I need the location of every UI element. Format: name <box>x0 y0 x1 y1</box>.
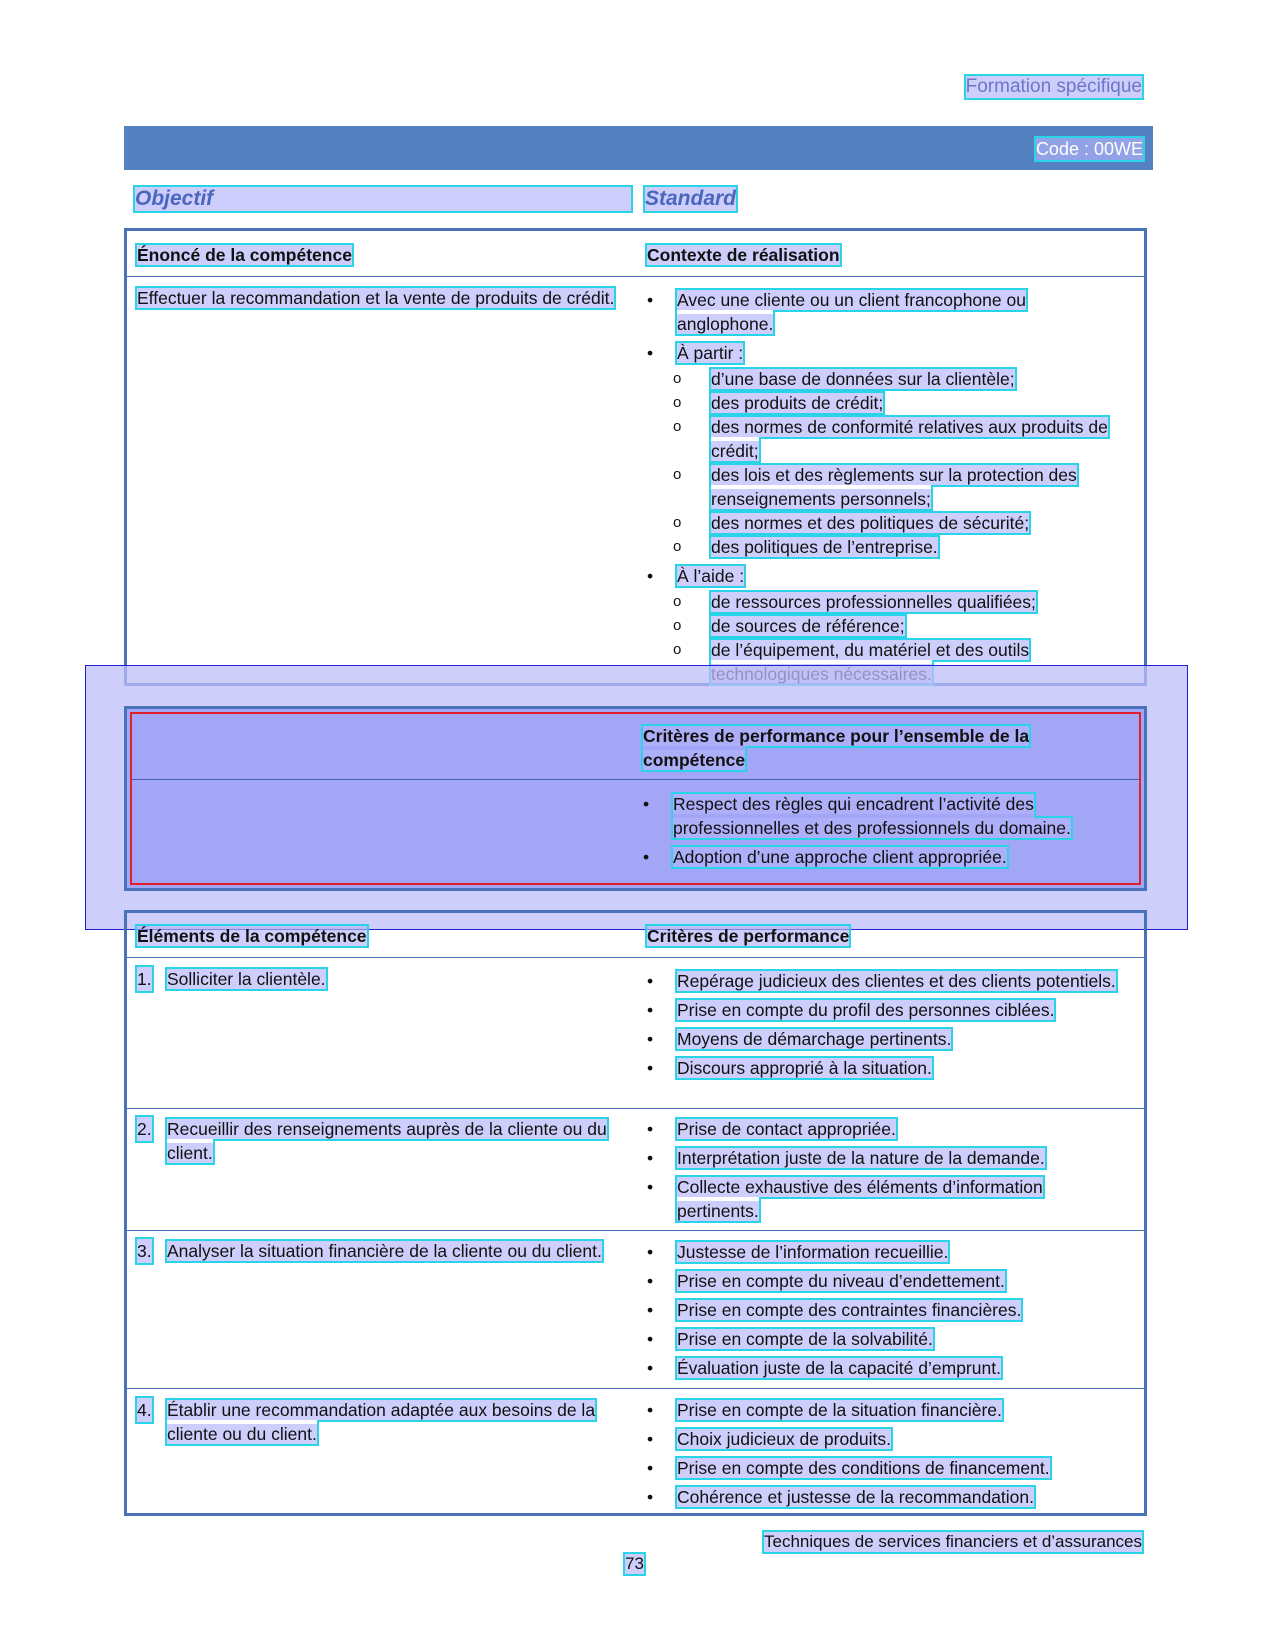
table-row: 2. Recueillir des renseignements auprès de la cliente ou du client. • Prise de contact appropriée. • Interprétation juste de la nature de la demande. • Collecte exhaustive des éléments d’information pertinents. <box>127 1108 1144 1230</box>
list-item: • Interprétation juste de la nature de la demande. <box>647 1146 1117 1170</box>
list-item: • Choix judicieux de produits. <box>647 1427 1117 1451</box>
criteres-ensemble-header: Critères de performance pour l’ensemble de la compétence <box>643 726 1030 770</box>
list-item: • Avec une cliente ou un client francophone ou anglophone. <box>647 288 1117 336</box>
list-item: o des normes de conformité relatives aux produits de crédit; <box>647 415 1117 463</box>
list-item: • À l’aide : o de ressources professionnelles qualifiées; o de sources de référence; o de l’équipement, du matériel et des outils <box>647 564 1117 686</box>
divider <box>132 779 1139 780</box>
list-item: o des lois et des règlements sur la protection des renseignements personnels; <box>647 463 1117 511</box>
elements-table <box>124 910 1147 1516</box>
list-item: • Prise en compte de la solvabilité. <box>647 1327 1117 1351</box>
criteres-ensemble-list <box>643 792 1093 869</box>
sublist <box>677 367 1117 559</box>
list-item: • Prise de contact appropriée. <box>647 1117 1117 1141</box>
list-item: • Cohérence et justesse de la recommandation. <box>647 1485 1117 1509</box>
table-row: 1. Solliciter la clientèle. • Repérage judicieux des clientes et des clients potentiels. • Prise en compte du profil des personnes ciblées. • Moyens de démarchage pertinents. • Discours approprié à la situation. <box>127 957 1144 1108</box>
criteres-list <box>647 1117 1117 1223</box>
criteres-header: Critères de performance <box>647 926 850 946</box>
list-item: • Prise en compte de la situation financière. <box>647 1398 1117 1422</box>
criteres-ensemble-table <box>124 706 1147 891</box>
footer-program: Techniques de services financiers et d’assurances <box>764 1532 1142 1551</box>
code-bar <box>124 126 1153 170</box>
list-item: o des produits de crédit; <box>647 391 1117 415</box>
list-item: o de l’équipement, du matériel et des outils <box>647 638 1117 686</box>
objectif-label: Objectif <box>135 187 631 211</box>
standard-label: Standard <box>645 187 737 210</box>
list-item: o des normes et des politiques de sécurité; <box>647 511 1117 535</box>
criteres-list <box>647 1398 1117 1509</box>
list-item: • Discours approprié à la situation. <box>647 1056 1117 1080</box>
competence-body-row <box>127 276 1144 681</box>
competence-table <box>124 228 1147 686</box>
list-item: • Adoption d’une approche client appropriée. <box>643 845 1093 869</box>
list-item: o de ressources professionnelles qualifiées; <box>647 590 1117 614</box>
criteres-list <box>647 1240 1117 1380</box>
table-row: 4. Établir une recommandation adaptée aux besoins de la cliente ou du client. • Prise en compte de la situation financière. • Choix judicieux de produits. • Prise en compte des conditions de financement. • Cohérence et justesse de la recommandation. <box>127 1388 1144 1513</box>
enonce-text: Effectuer la recommandation et la vente de produits de crédit. <box>137 288 615 308</box>
elements-header: Éléments de la compétence <box>137 926 367 946</box>
list-item: • Collecte exhaustive des éléments d’information pertinents. <box>647 1175 1117 1223</box>
enonce-header: Énoncé de la compétence <box>137 245 352 265</box>
list-item: • Prise en compte des conditions de financement. <box>647 1456 1117 1480</box>
list-item: • Évaluation juste de la capacité d’emprunt. <box>647 1356 1117 1380</box>
element-text: Analyser la situation financière de la cliente ou du client. <box>167 1241 602 1261</box>
selected-region <box>130 712 1141 885</box>
element-text: Établir une recommandation adaptée aux besoins de la cliente ou du client. <box>167 1400 596 1444</box>
page-number: 73 <box>625 1554 644 1573</box>
criteres-list <box>647 969 1117 1080</box>
table-row: 3. Analyser la situation financière de la cliente ou du client. • Justesse de l’information recueillie. • Prise en compte du niveau d’endettement. • Prise en compte des contraintes financières. • Prise en compte de la solvabilité. • Évaluation juste de la capacité d’emprunt. <box>127 1230 1144 1388</box>
list-item: • Moyens de démarchage pertinents. <box>647 1027 1117 1051</box>
list-item: o de sources de référence; <box>647 614 1117 638</box>
list-item: • Respect des règles qui encadrent l’activité des professionnelles et des professionnels du domaine. <box>643 792 1093 840</box>
list-item: o d’une base de données sur la clientèle; <box>647 367 1117 391</box>
list-item: • Prise en compte des contraintes financières. <box>647 1298 1117 1322</box>
list-item: • À partir : o d’une base de données sur la clientèle; o des produits de crédit; o des normes de conformité relatives aux produits de crédit; o des lois et des règlements sur la protection des renseignements personnels; o des normes et des politiques de sécurité; o des politiques de l’entreprise. <box>647 341 1117 559</box>
competency-code: Code : 00WE <box>1035 139 1143 159</box>
element-text: Recueillir des renseignements auprès de la cliente ou du client. <box>167 1119 607 1163</box>
contexte-header: Contexte de réalisation <box>647 245 840 265</box>
list-item: • Justesse de l’information recueillie. <box>647 1240 1117 1264</box>
contexte-list <box>647 288 1117 686</box>
list-item: o des politiques de l’entreprise. <box>647 535 1117 559</box>
page-header-title: Formation spécifique <box>965 76 1142 97</box>
elements-header-row <box>127 913 1144 957</box>
competence-header-row <box>127 231 1144 276</box>
element-text: Solliciter la clientèle. <box>167 969 326 989</box>
list-item: • Prise en compte du niveau d’endettement. <box>647 1269 1117 1293</box>
list-item: • Repérage judicieux des clientes et des clients potentiels. <box>647 969 1117 993</box>
list-item: • Prise en compte du profil des personnes ciblées. <box>647 998 1117 1022</box>
